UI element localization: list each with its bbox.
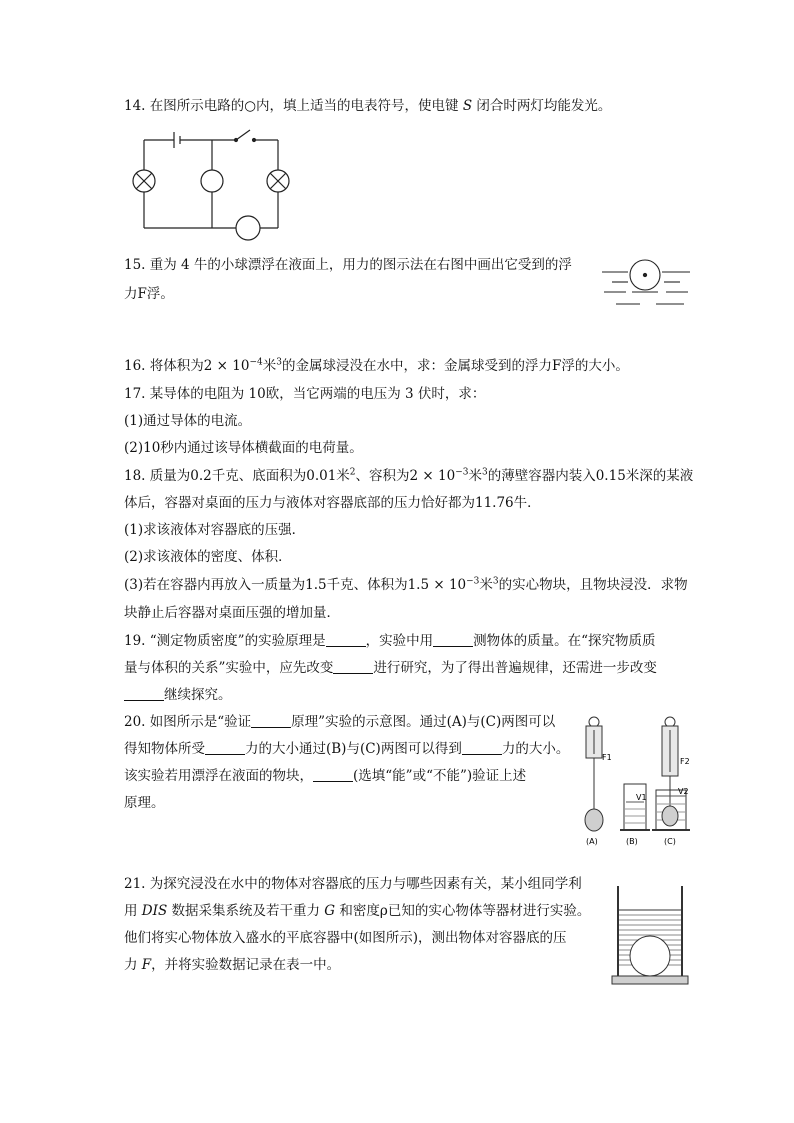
floating-ball-figure <box>600 258 694 312</box>
q15-line2: 力F浮。 <box>124 286 174 302</box>
answer-blank[interactable] <box>205 740 245 755</box>
answer-blank[interactable] <box>462 740 502 755</box>
buoyancy-experiment-figure <box>576 714 696 850</box>
q21-line1: 21. 为探究浸没在水中的物体对容器底的压力与哪些因素有关，某小组同学利 <box>124 876 582 892</box>
q18-part3-cont: 块静止后容器对桌面压强的增加量． <box>124 605 340 621</box>
switch-blade <box>236 130 250 140</box>
answer-blank[interactable] <box>124 686 164 701</box>
q18-part1: (1)求该液体对容器底的压强． <box>124 522 306 538</box>
meter-circle-middle <box>201 170 223 192</box>
label-f1: F1 <box>602 753 612 762</box>
q20-line2: 得知物体所受 力的大小通过(B)与(C)两图可以得到 力的大小。 <box>124 741 570 757</box>
q20-line4: 原理。 <box>124 795 165 811</box>
meter-circle-bottom <box>236 216 260 240</box>
label-f2: F2 <box>680 757 690 766</box>
label-v2: V2 <box>678 787 689 796</box>
q18-part3: (3)若在容器内再放入一质量为1.5千克、体积为$1.5 \times 10^{-3}$米$^3$的实心物块，且物块浸没．求物 <box>124 576 688 593</box>
answer-blank[interactable] <box>326 632 366 647</box>
label-v1: V1 <box>636 793 647 802</box>
figure-label-b: (B) <box>626 837 638 846</box>
q17-part1: (1)通过导体的电流。 <box>124 413 252 429</box>
q19-line2: 量与体积的关系”实验中，应先改变 进行研究，为了得出普遍规律，还需进一步改变 <box>124 660 657 676</box>
q19-line1: 19. “测定物质密度”的实验原理是 ，实验中用 测物体的质量。在“探究物质质 <box>124 633 656 649</box>
figure-label-a: (A) <box>586 837 598 846</box>
answer-blank[interactable] <box>313 767 353 782</box>
answer-blank[interactable] <box>251 713 291 728</box>
answer-blank[interactable] <box>333 659 373 674</box>
q15-line1: 15. 重为 4 牛的小球漂浮在液面上，用力的图示法在右图中画出它受到的浮 <box>124 257 572 273</box>
q20-line3: 该实验若用漂浮在液面的物块， (选填“能”或“不能”)验证上述 <box>124 768 527 784</box>
q21-line2: 用 DIS 数据采集系统及若干重力 G 和密度ρ已知的实心物体等器材进行实验。 <box>124 903 591 919</box>
q18-part2: (2)求该液体的密度、体积． <box>124 549 292 565</box>
q18-line1: 18. 质量为0.2千克、底面积为0.01米$^2$、容积为$2 \times 10^{-3}$米$^3$的薄壁容器内装入0.15米深的某液 <box>124 467 694 484</box>
figure-label-c: (C) <box>664 837 676 846</box>
sphere <box>630 936 670 976</box>
q17-part2: (2)10秒内通过该导体横截面的电荷量。 <box>124 440 363 456</box>
q21-line4: 力 F，并将实验数据记录在表一中。 <box>124 957 341 973</box>
answer-blank[interactable] <box>433 632 473 647</box>
container-sphere-figure <box>608 884 692 988</box>
q14-text: 14. 在图所示电路的○内，填上适当的电表符号，使电键 S 闭合时两灯均能发光。 <box>124 98 612 114</box>
q18-line2: 体后，容器对桌面的压力与液体对容器底部的压力恰好都为11.76牛． <box>124 495 541 511</box>
object-c <box>662 806 678 826</box>
q19-line3: 继续探究。 <box>124 685 232 705</box>
object-a <box>585 809 603 831</box>
q17-stem: 17. 某导体的电阻为 10欧，当它两端的电压为 3 伏时，求： <box>124 386 486 402</box>
base-plate <box>612 976 688 984</box>
q21-line3: 他们将实心物体放入盛水的平底容器中(如图所示)，测出物体对容器底的压 <box>124 930 567 946</box>
q20-line1: 20. 如图所示是“验证 原理”实验的示意图。通过(A)与(C)两图可以 <box>124 714 556 730</box>
circuit-diagram <box>128 124 298 242</box>
q16-text: 16. 将体积为$2 \times 10^{-4}$米$^3$的金属球浸没在水中，求：金属球受到的浮力F浮的大小。 <box>124 357 629 374</box>
